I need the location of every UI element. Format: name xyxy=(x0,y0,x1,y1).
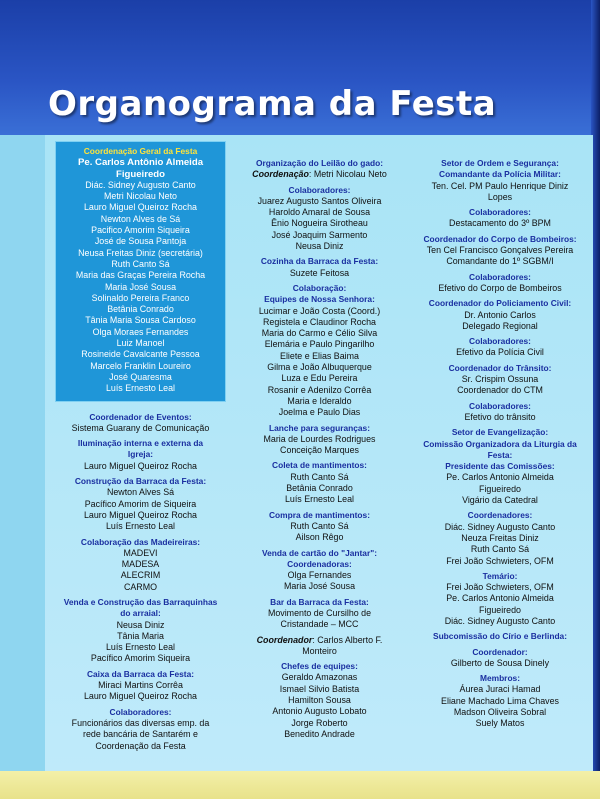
section-line: Áurea Juraci Hamad xyxy=(459,684,541,695)
section-heading: Cozinha da Barraca da Festa: xyxy=(260,256,379,267)
section-heading: do arraial: xyxy=(120,608,161,619)
coordenacao-geral-member: Betânia Conrado xyxy=(107,304,174,315)
org-section xyxy=(227,256,412,279)
coordenacao-geral-chief: Figueiredo xyxy=(115,168,166,180)
section-line: Olga Fernandes xyxy=(287,570,352,581)
org-section xyxy=(415,647,585,670)
column-right xyxy=(415,158,585,734)
section-line: Eliane Machado Lima Chaves xyxy=(441,695,559,706)
section-line: Luza e Edu Pereira xyxy=(281,373,358,384)
coordenacao-geral-heading: Coordenação Geral da Festa xyxy=(83,146,198,156)
section-line: Joelma e Paulo Dias xyxy=(278,407,361,418)
column-right-sections xyxy=(415,158,585,734)
section-heading: Colaboradores: xyxy=(469,271,531,282)
section-heading: Presidente das Comissões: xyxy=(445,461,555,472)
org-section xyxy=(415,427,585,506)
section-line: Betânia Conrado xyxy=(286,483,353,494)
org-section xyxy=(415,401,585,424)
section-heading: Venda e Construção das Barraquinhas xyxy=(63,596,218,607)
org-section xyxy=(415,363,585,397)
section-line: Pacífico Amorim Siqueira xyxy=(90,653,191,664)
section-line: Pe. Carlos Antonio Almeida xyxy=(446,472,554,483)
section-line: Luís Ernesto Leal xyxy=(105,521,176,532)
section-heading: Equipes de Nossa Senhora: xyxy=(264,294,375,305)
coordenacao-geral-member: Maria José Sousa xyxy=(104,281,177,292)
page-title: Organograma da Festa xyxy=(48,84,497,124)
leilao-coordenacao xyxy=(227,169,412,180)
section-line: Suely Matos xyxy=(475,718,525,729)
section-line: Funcionários das diversas emp. da xyxy=(71,717,210,728)
section-line: José Joaquim Sarmento xyxy=(271,229,368,240)
section-line: Dr. Antonio Carlos xyxy=(464,309,536,320)
section-heading: Colaboradores: xyxy=(469,207,531,218)
section-line: Coordenação da Festa xyxy=(95,740,186,751)
section-heading: Venda de cartão do "Jantar": xyxy=(262,547,377,558)
section-line: Eliete e Elias Baima xyxy=(280,350,359,361)
section-line: Figueiredo xyxy=(479,604,521,615)
coordenacao-geral-member: Luiz Manoel xyxy=(116,338,165,349)
section-line: Ten. Cel. PM Paulo Henrique Diniz xyxy=(431,180,569,191)
org-section xyxy=(227,423,412,457)
section-line: Lopes xyxy=(487,191,513,202)
section-line: ALECRIM xyxy=(120,570,161,581)
coordenacao-geral-member: Newton Alves de Sá xyxy=(100,213,181,224)
bar-coordenador-cont: Monteiro xyxy=(302,645,337,656)
section-line: Conceição Marques xyxy=(280,445,359,456)
section-line: Frei João Schwieters, OFM xyxy=(446,582,554,593)
section-line: Madson Oliveira Sobral xyxy=(453,707,547,718)
section-line: Vigário da Catedral xyxy=(462,495,538,506)
section-heading: Coordenador de Eventos: xyxy=(89,411,192,422)
section-line: Neuza Freitas Diniz xyxy=(461,532,539,543)
section-line: Tânia Maria xyxy=(117,630,164,641)
org-section xyxy=(415,673,585,729)
section-line: Coordenador do CTM xyxy=(457,385,543,396)
coordenacao-geral-member: Olga Moraes Fernandes xyxy=(92,326,189,337)
section-line: Gilberto de Sousa Dinely xyxy=(450,657,550,668)
chefe-equipe: Benedito Andrade xyxy=(284,728,355,739)
section-line: Gilma e João Albuquerque xyxy=(267,362,372,373)
section-heading: Colaboração: xyxy=(292,282,347,293)
section-line: Maria do Carmo e Célio Silva xyxy=(261,328,378,339)
section-line: Lucimar e João Costa (Coord.) xyxy=(258,305,381,316)
section-line: Maria e Ideraldo xyxy=(287,395,352,406)
section-line: Haroldo Amaral de Sousa xyxy=(268,207,371,218)
section-line: Ailson Rêgo xyxy=(295,532,344,543)
org-section xyxy=(415,234,585,268)
org-section xyxy=(227,460,412,505)
section-heading: Coleta de mantimentos: xyxy=(272,460,367,471)
section-line: Neusa Diniz xyxy=(116,619,165,630)
coordenacao-geral-member: José de Sousa Pantoja xyxy=(94,236,187,247)
org-section xyxy=(415,207,585,230)
section-line: Lauro Miguel Queiroz Rocha xyxy=(84,691,197,702)
section-heading: Compra de mantimentos: xyxy=(269,509,370,520)
section-heading: Lanche para seguranças: xyxy=(268,422,370,433)
organogram-content xyxy=(45,135,593,771)
section-line: Sr. Crispim Ossuna xyxy=(461,374,539,385)
column-middle-sections xyxy=(227,185,412,635)
section-heading: Comandante da Polícia Militar: xyxy=(439,169,561,180)
section-line: Suzete Feitosa xyxy=(289,267,350,278)
section-line: CARMO xyxy=(123,581,158,592)
org-section xyxy=(415,336,585,359)
section-heading: Setor de Evangelização: xyxy=(451,427,549,438)
section-line: Lauro Miguel Queiroz Rocha xyxy=(84,460,197,471)
leilao-heading: Organização do Leilão do gado: xyxy=(255,158,384,168)
org-section xyxy=(415,272,585,295)
coordenacao-geral-members xyxy=(58,180,223,395)
section-line: Ruth Canto Sá xyxy=(470,544,530,555)
section-line: Maria José Sousa xyxy=(283,581,356,592)
section-line: Neusa Diniz xyxy=(295,241,344,252)
coordenacao-geral-member: Tânia Maria Sousa Cardoso xyxy=(85,315,196,326)
coordenacao-geral-box xyxy=(55,141,226,402)
section-heading: Temário: xyxy=(482,570,518,581)
section-line: rede bancária de Santarém e xyxy=(83,729,198,740)
section-line: Ten Cel Francisco Gonçalves Pereira xyxy=(426,245,574,256)
coordenacao-geral-member: Solinaldo Pereira Franco xyxy=(91,292,190,303)
section-heading: Colaboradores: xyxy=(109,706,172,717)
section-line: Diác. Sidney Augusto Canto xyxy=(444,521,556,532)
section-line: Figueiredo xyxy=(479,483,521,494)
section-line: Maria de Lourdes Rodrigues xyxy=(263,433,376,444)
section-heading: Bar da Barraca da Festa: xyxy=(270,596,369,607)
org-section xyxy=(415,631,585,642)
section-heading: Iluminação interna e externa da xyxy=(77,438,204,449)
column-left xyxy=(53,135,228,756)
bar-coordenador xyxy=(227,635,412,646)
column-left-sections xyxy=(53,412,228,756)
coordenacao-geral-member: Maria das Graças Pereira Rocha xyxy=(75,270,206,281)
section-heading: Colaboradores: xyxy=(469,336,531,347)
section-line: Newton Alves Sá xyxy=(106,487,175,498)
bar-coord-label: Coordenador xyxy=(256,634,313,645)
chefes-lines xyxy=(227,672,412,740)
section-heading: Colaboração das Madeireiras: xyxy=(80,536,201,547)
section-line: Pacífico Amorim de Siqueira xyxy=(84,498,197,509)
org-section xyxy=(53,597,228,665)
chefe-equipe: Ismael Silvio Batista xyxy=(279,683,360,694)
coordenacao-geral-member: Metri Nicolau Neto xyxy=(104,191,177,202)
section-line: Efetivo do trânsito xyxy=(464,411,536,422)
section-line: Luís Ernesto Leal xyxy=(284,494,355,505)
org-section xyxy=(227,283,412,419)
section-line: Diác. Sidney Augusto Canto xyxy=(444,615,556,626)
section-line: MADEVI xyxy=(123,547,158,558)
org-section xyxy=(53,438,228,472)
section-line: Ênio Nogueira Sirotheau xyxy=(271,218,368,229)
section-line: Sistema Guarany de Comunicação xyxy=(71,422,210,433)
section-line: Ruth Canto Sá xyxy=(290,471,349,482)
footer-band xyxy=(0,771,600,799)
section-line: Elemária e Paulo Pingarilho xyxy=(264,339,375,350)
coordenacao-geral-chief: Pe. Carlos Antônio Almeida xyxy=(77,157,204,169)
leilao-coord-value: : Metri Nicolau Neto xyxy=(308,169,387,180)
org-section xyxy=(415,158,585,203)
coordenacao-geral-member: Rosineide Cavalcante Pessoa xyxy=(81,349,200,360)
section-line: Comandante do 1º SGBM/I xyxy=(446,256,554,267)
org-section xyxy=(53,537,228,593)
chefe-equipe: Geraldo Amazonas xyxy=(281,672,358,683)
section-heading: Comissão Organizadora da Liturgia da xyxy=(423,438,577,449)
coordenacao-geral-member: Ruth Canto Sá xyxy=(111,258,170,269)
org-section xyxy=(227,548,412,593)
chefe-equipe: Jorge Roberto xyxy=(291,717,348,728)
section-heading: Coordenador do Corpo de Bombeiros: xyxy=(423,233,577,244)
section-line: Pe. Carlos Antonio Almeida xyxy=(446,593,554,604)
coordenacao-geral-member: Diác. Sidney Augusto Canto xyxy=(85,179,196,190)
section-line: Efetivo da Polícia Civil xyxy=(456,347,544,358)
coordenacao-geral-member: Neusa Freitas Diniz (secretária) xyxy=(78,247,203,258)
org-section xyxy=(227,597,412,631)
org-section xyxy=(415,298,585,332)
chefe-equipe: Antonio Augusto Lobato xyxy=(272,706,367,717)
leilao-coord-label: Coordenação xyxy=(252,169,309,180)
section-line: Miraci Martins Corrêa xyxy=(98,680,183,691)
org-section xyxy=(415,571,585,627)
org-section xyxy=(53,412,228,435)
section-heading: Colaboradores: xyxy=(288,184,351,195)
section-line: Lauro Miguel Queiroz Rocha xyxy=(84,509,197,520)
section-line: Luís Ernesto Leal xyxy=(105,642,176,653)
section-heading: Igreja: xyxy=(127,449,154,460)
org-section xyxy=(53,476,228,532)
section-heading: Coordenador do Trânsito: xyxy=(448,362,552,373)
section-heading: Colaboradores: xyxy=(469,400,531,411)
section-line: Registela e Claudinor Rocha xyxy=(263,316,376,327)
section-heading: Coordenadores: xyxy=(467,510,533,521)
section-heading: Membros: xyxy=(479,673,521,684)
section-heading: Festa: xyxy=(487,449,513,460)
column-middle xyxy=(227,158,412,740)
section-line: Delegado Regional xyxy=(462,320,538,331)
section-heading: Construção da Barraca da Festa: xyxy=(74,476,207,487)
org-section xyxy=(227,510,412,544)
org-section xyxy=(53,707,228,752)
org-section xyxy=(415,510,585,566)
section-line: Rosanir e Adenilzo Corrêa xyxy=(267,384,372,395)
section-heading: Coordenadoras: xyxy=(287,558,352,569)
section-line: Efetivo do Corpo de Bombeiros xyxy=(438,282,562,293)
section-line: Cristandade – MCC xyxy=(280,619,359,630)
coordenacao-geral-member: Pacifico Amorim Siqueira xyxy=(91,225,190,236)
chefe-equipe: Hamilton Sousa xyxy=(288,695,351,706)
section-line: MADESA xyxy=(121,559,160,570)
section-heading: Subcomissão do Círio e Berlinda: xyxy=(432,631,568,642)
org-section xyxy=(227,185,412,253)
section-line: Movimento de Cursilho de xyxy=(267,607,372,618)
section-line: Frei João Schwieters, OFM xyxy=(446,555,554,566)
section-heading: Coordenador do Policiamento Civil: xyxy=(428,298,572,309)
coordenacao-geral-member: Lauro Miguel Queiroz Rocha xyxy=(84,202,197,213)
section-heading: Coordenador: xyxy=(472,646,528,657)
chefes-heading: Chefes de equipes: xyxy=(281,661,358,672)
section-line: Juarez Augusto Santos Oliveira xyxy=(257,195,382,206)
section-line: Ruth Canto Sá xyxy=(290,520,349,531)
coordenacao-geral-member: José Quaresma xyxy=(109,371,172,382)
org-section xyxy=(53,669,228,703)
coordenacao-geral-member: Luís Ernesto Leal xyxy=(105,383,176,394)
bar-coord-value: : Carlos Alberto F. xyxy=(312,634,383,645)
section-heading: Caixa da Barraca da Festa: xyxy=(86,668,195,679)
section-heading: Setor de Ordem e Segurança: xyxy=(441,158,559,168)
section-line: Destacamento do 3º BPM xyxy=(449,218,551,229)
coordenacao-geral-member: Marcelo Franklin Loureiro xyxy=(90,360,191,371)
